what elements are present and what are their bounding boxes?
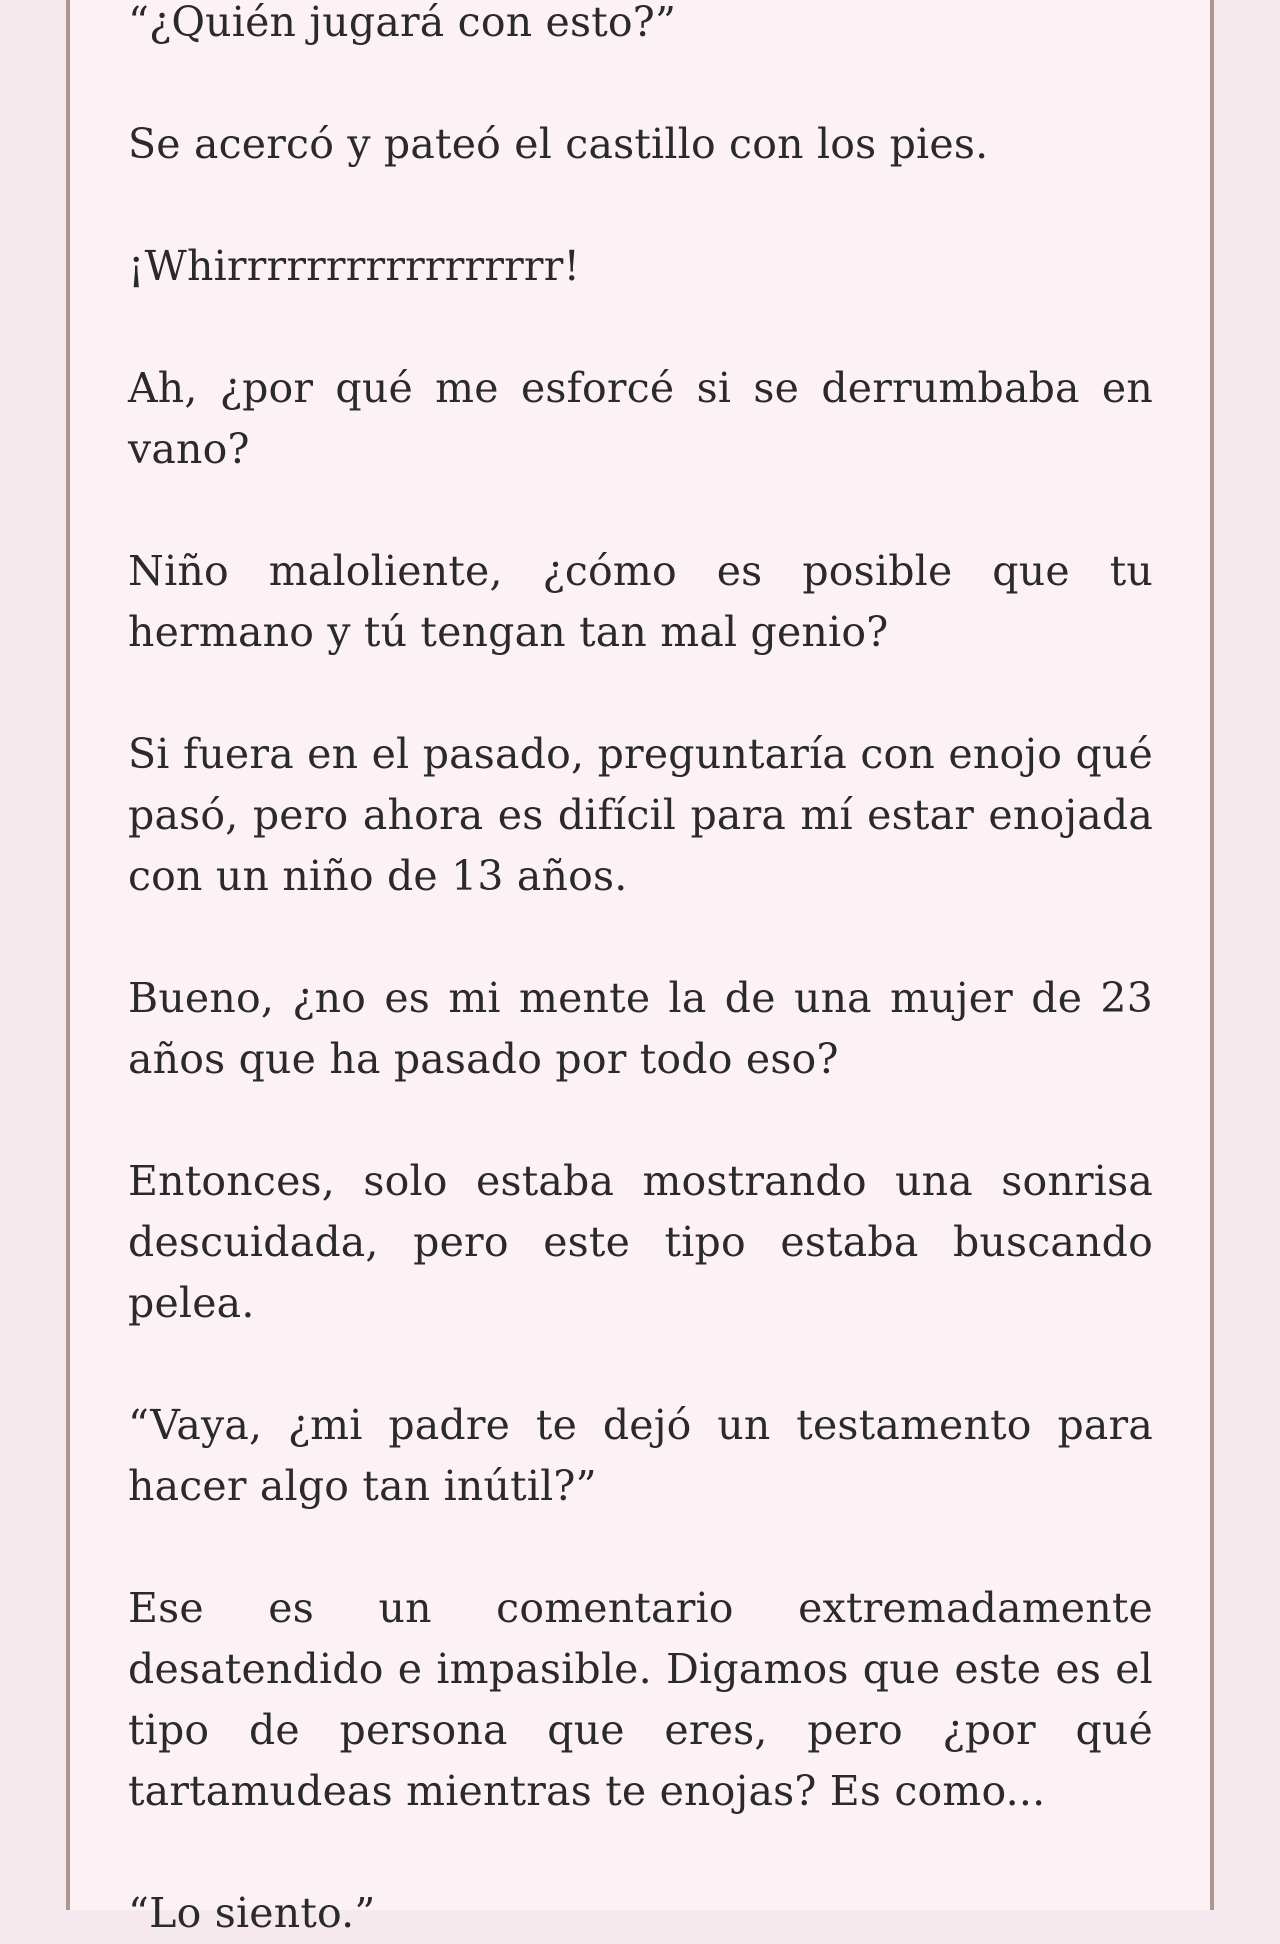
paragraph-gap — [128, 663, 1153, 724]
paragraph-gap — [128, 480, 1153, 541]
paragraph-9: “Vaya, ¿mi padre te dejó un testamento para hacer algo tan inútil?” — [128, 1401, 1153, 1510]
story-text — [128, 0, 1153, 1937]
paragraph-6: Si fuera en el pasado, preguntaría con enojo qué pasó, pero ahora es difícil para mí estar enojada con un niño de 13 años. — [128, 730, 1153, 900]
paragraph-gap — [128, 53, 1153, 114]
paragraph-8: Entonces, solo estaba mostrando una sonrisa descuidada, pero este tipo estaba buscando pelea. — [128, 1157, 1153, 1327]
paragraph-4: Ah, ¿por qué me esforcé si se derrumbaba en vano? — [128, 364, 1153, 473]
paragraph-7: Bueno, ¿no es mi mente la de una mujer de 23 años que ha pasado por todo eso? — [128, 974, 1153, 1083]
paragraph-11: “Lo siento.” — [128, 1889, 376, 1937]
paragraph-5: Niño maloliente, ¿cómo es posible que tu hermano y tú tengan tan mal genio? — [128, 547, 1153, 656]
paragraph-1: “¿Quién jugará con esto?” — [128, 0, 677, 46]
paragraph-gap — [128, 1822, 1153, 1883]
paragraph-gap — [128, 1517, 1153, 1578]
paragraph-gap — [128, 907, 1153, 968]
paragraph-gap — [128, 1334, 1153, 1395]
paragraph-gap — [128, 1090, 1153, 1151]
paragraph-gap — [128, 175, 1153, 236]
paragraph-10: Ese es un comentario extremadamente desatendido e impasible. Digamos que este es el tipo de persona que eres, pero ¿por qué tartamudeas mientras te enojas? Es como... — [128, 1584, 1153, 1815]
paragraph-3: ¡Whirrrrrrrrrrrrrrrrr! — [128, 242, 581, 290]
paragraph-gap — [128, 297, 1153, 358]
paragraph-2: Se acercó y pateó el castillo con los pies. — [128, 120, 989, 168]
